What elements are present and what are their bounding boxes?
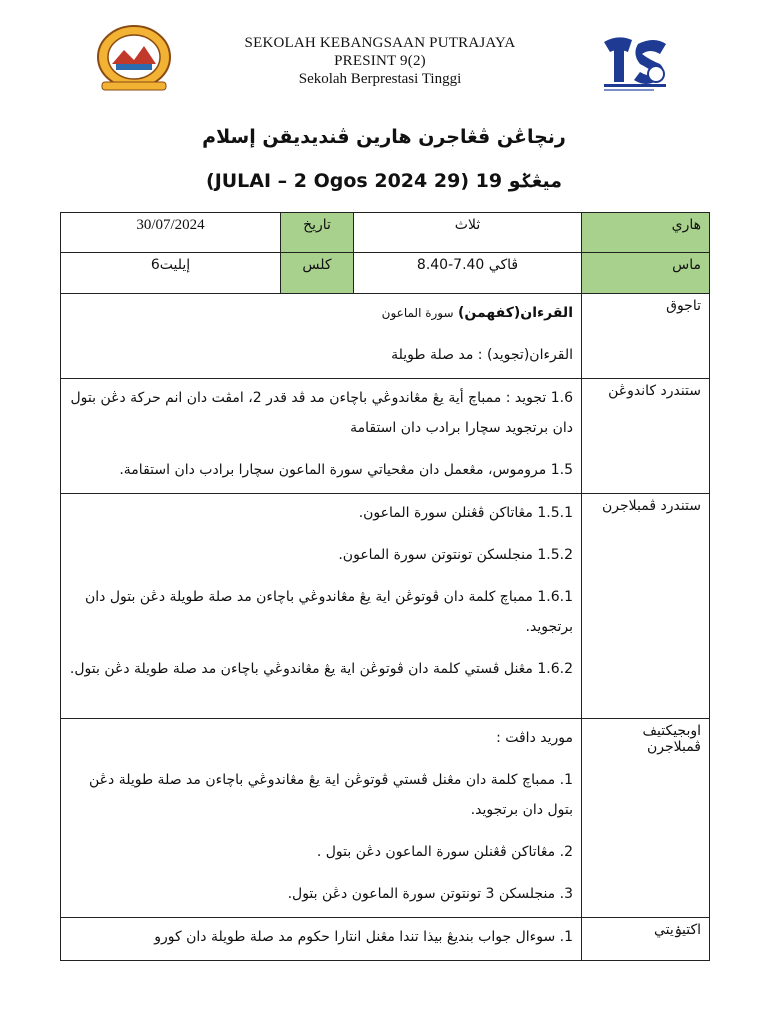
- sp-item: 1.5.1 مڠاتاکن ڤڠنلن سورة الماعون.: [358, 505, 573, 521]
- objektif-item: 3. منجلسکن 3 تونتوتن سورة الماعون دڠن بتول.: [287, 886, 573, 902]
- tajuk-tajwid: القرءان(تجويد) : مد صلة طويلة: [391, 347, 573, 363]
- table-row: [61, 213, 710, 253]
- kelas-value: إيليت6: [61, 253, 281, 294]
- table-row: [61, 494, 710, 719]
- table-row: [61, 294, 710, 379]
- tajuk-content: [61, 294, 582, 379]
- sp-content: [61, 494, 582, 719]
- tajuk-label: تاجوق: [582, 294, 710, 379]
- objektif-item: 2. مڠاتاکن ڤڠنلن سورة الماعون دڠن بتول .: [316, 844, 573, 860]
- aktiviti-label: اکتيۏيتي: [582, 918, 710, 961]
- table-row: [61, 379, 710, 494]
- school-info: [170, 34, 590, 88]
- objektif-intro: موريد داڤت :: [496, 730, 573, 746]
- table-row: [61, 918, 710, 961]
- masa-value: ڤاکي 7.40-8.40: [354, 253, 582, 294]
- tajuk-surah: سورة الماعون: [381, 306, 454, 320]
- sp-item: 1.5.2 منجلسکن تونتوتن سورة الماعون.: [338, 547, 573, 563]
- tajuk-main: القرءان(کفهمن): [458, 305, 573, 321]
- objektif-label: اوبجيکتيف ڤمبلاجرن: [582, 719, 710, 918]
- plan-title: رنچاڠن ڤڠاجرن هارين ڤنديديقن إسلام: [202, 126, 566, 148]
- sk-label: ستندرد کاندوڠن: [582, 379, 710, 494]
- ts25-logo-icon: [598, 32, 672, 94]
- tarikh-label: تاريخ: [281, 213, 354, 253]
- document-header: [0, 0, 768, 110]
- sk-item: 1.5 مروموس، مڠعمل دان مڠحياتي سورة الماعون سچارا برادب دان استقامة.: [119, 462, 573, 478]
- sp-item: 1.6.2 مڠنل ڤستي کلمة دان ڤوتوڠن اية يڠ مڠاندوڠي باچاءن مد صلة طويلة دڠن بتول.: [69, 661, 573, 677]
- table-row: [61, 719, 710, 918]
- masa-label: ماس: [582, 253, 710, 294]
- hari-value: ثلاث: [354, 213, 582, 253]
- sp-item: 1.6.1 ممباچ کلمة دان ڤوتوڠن اية يڠ مڠاندوڠي باچاءن مد صلة طويلة دڠن بتول دان برتجويد.: [84, 589, 573, 635]
- school-branch: PRESINT 9(2): [334, 53, 426, 69]
- kelas-label: کلس: [281, 253, 354, 294]
- hari-label: هاري: [582, 213, 710, 253]
- lesson-plan-table: [60, 212, 710, 961]
- objektif-content: [61, 719, 582, 918]
- week-title: ميڠݢو 19 (29 JULAI – 2 Ogos 2024): [206, 170, 562, 192]
- aktiviti-content: [61, 918, 582, 961]
- tarikh-value: 30/07/2024: [61, 213, 281, 253]
- objektif-item: 1. ممباچ کلمة دان مڠنل ڤستي ڤوتوڠن اية يڠ مڠاندوڠي باچاءن مد صلة طويلة دڠن بتول دان برتجويد.: [89, 772, 573, 818]
- school-tagline: Sekolah Berprestasi Tinggi: [298, 71, 462, 87]
- aktiviti-item: 1. سوءال جواب بنديڠ بيذا تندا مڠنل انتارا حکوم مد صلة طويلة دان کورو: [154, 929, 573, 945]
- sk-item: 1.6 تجويد : ممباچ أية يڠ مڠاندوڠي باچاءن مد ڤد قدر 2، امڤت دان انم حرکة دڠن بتول دان برتجويد سچارا برادب دان استقامة: [70, 390, 573, 436]
- table-row: [61, 253, 710, 294]
- sk-content: [61, 379, 582, 494]
- sp-label: ستندرد ڤمبلاجرن: [582, 494, 710, 719]
- school-crest-icon: [92, 24, 176, 94]
- school-name: SEKOLAH KEBANGSAAN PUTRAJAYA: [244, 35, 516, 51]
